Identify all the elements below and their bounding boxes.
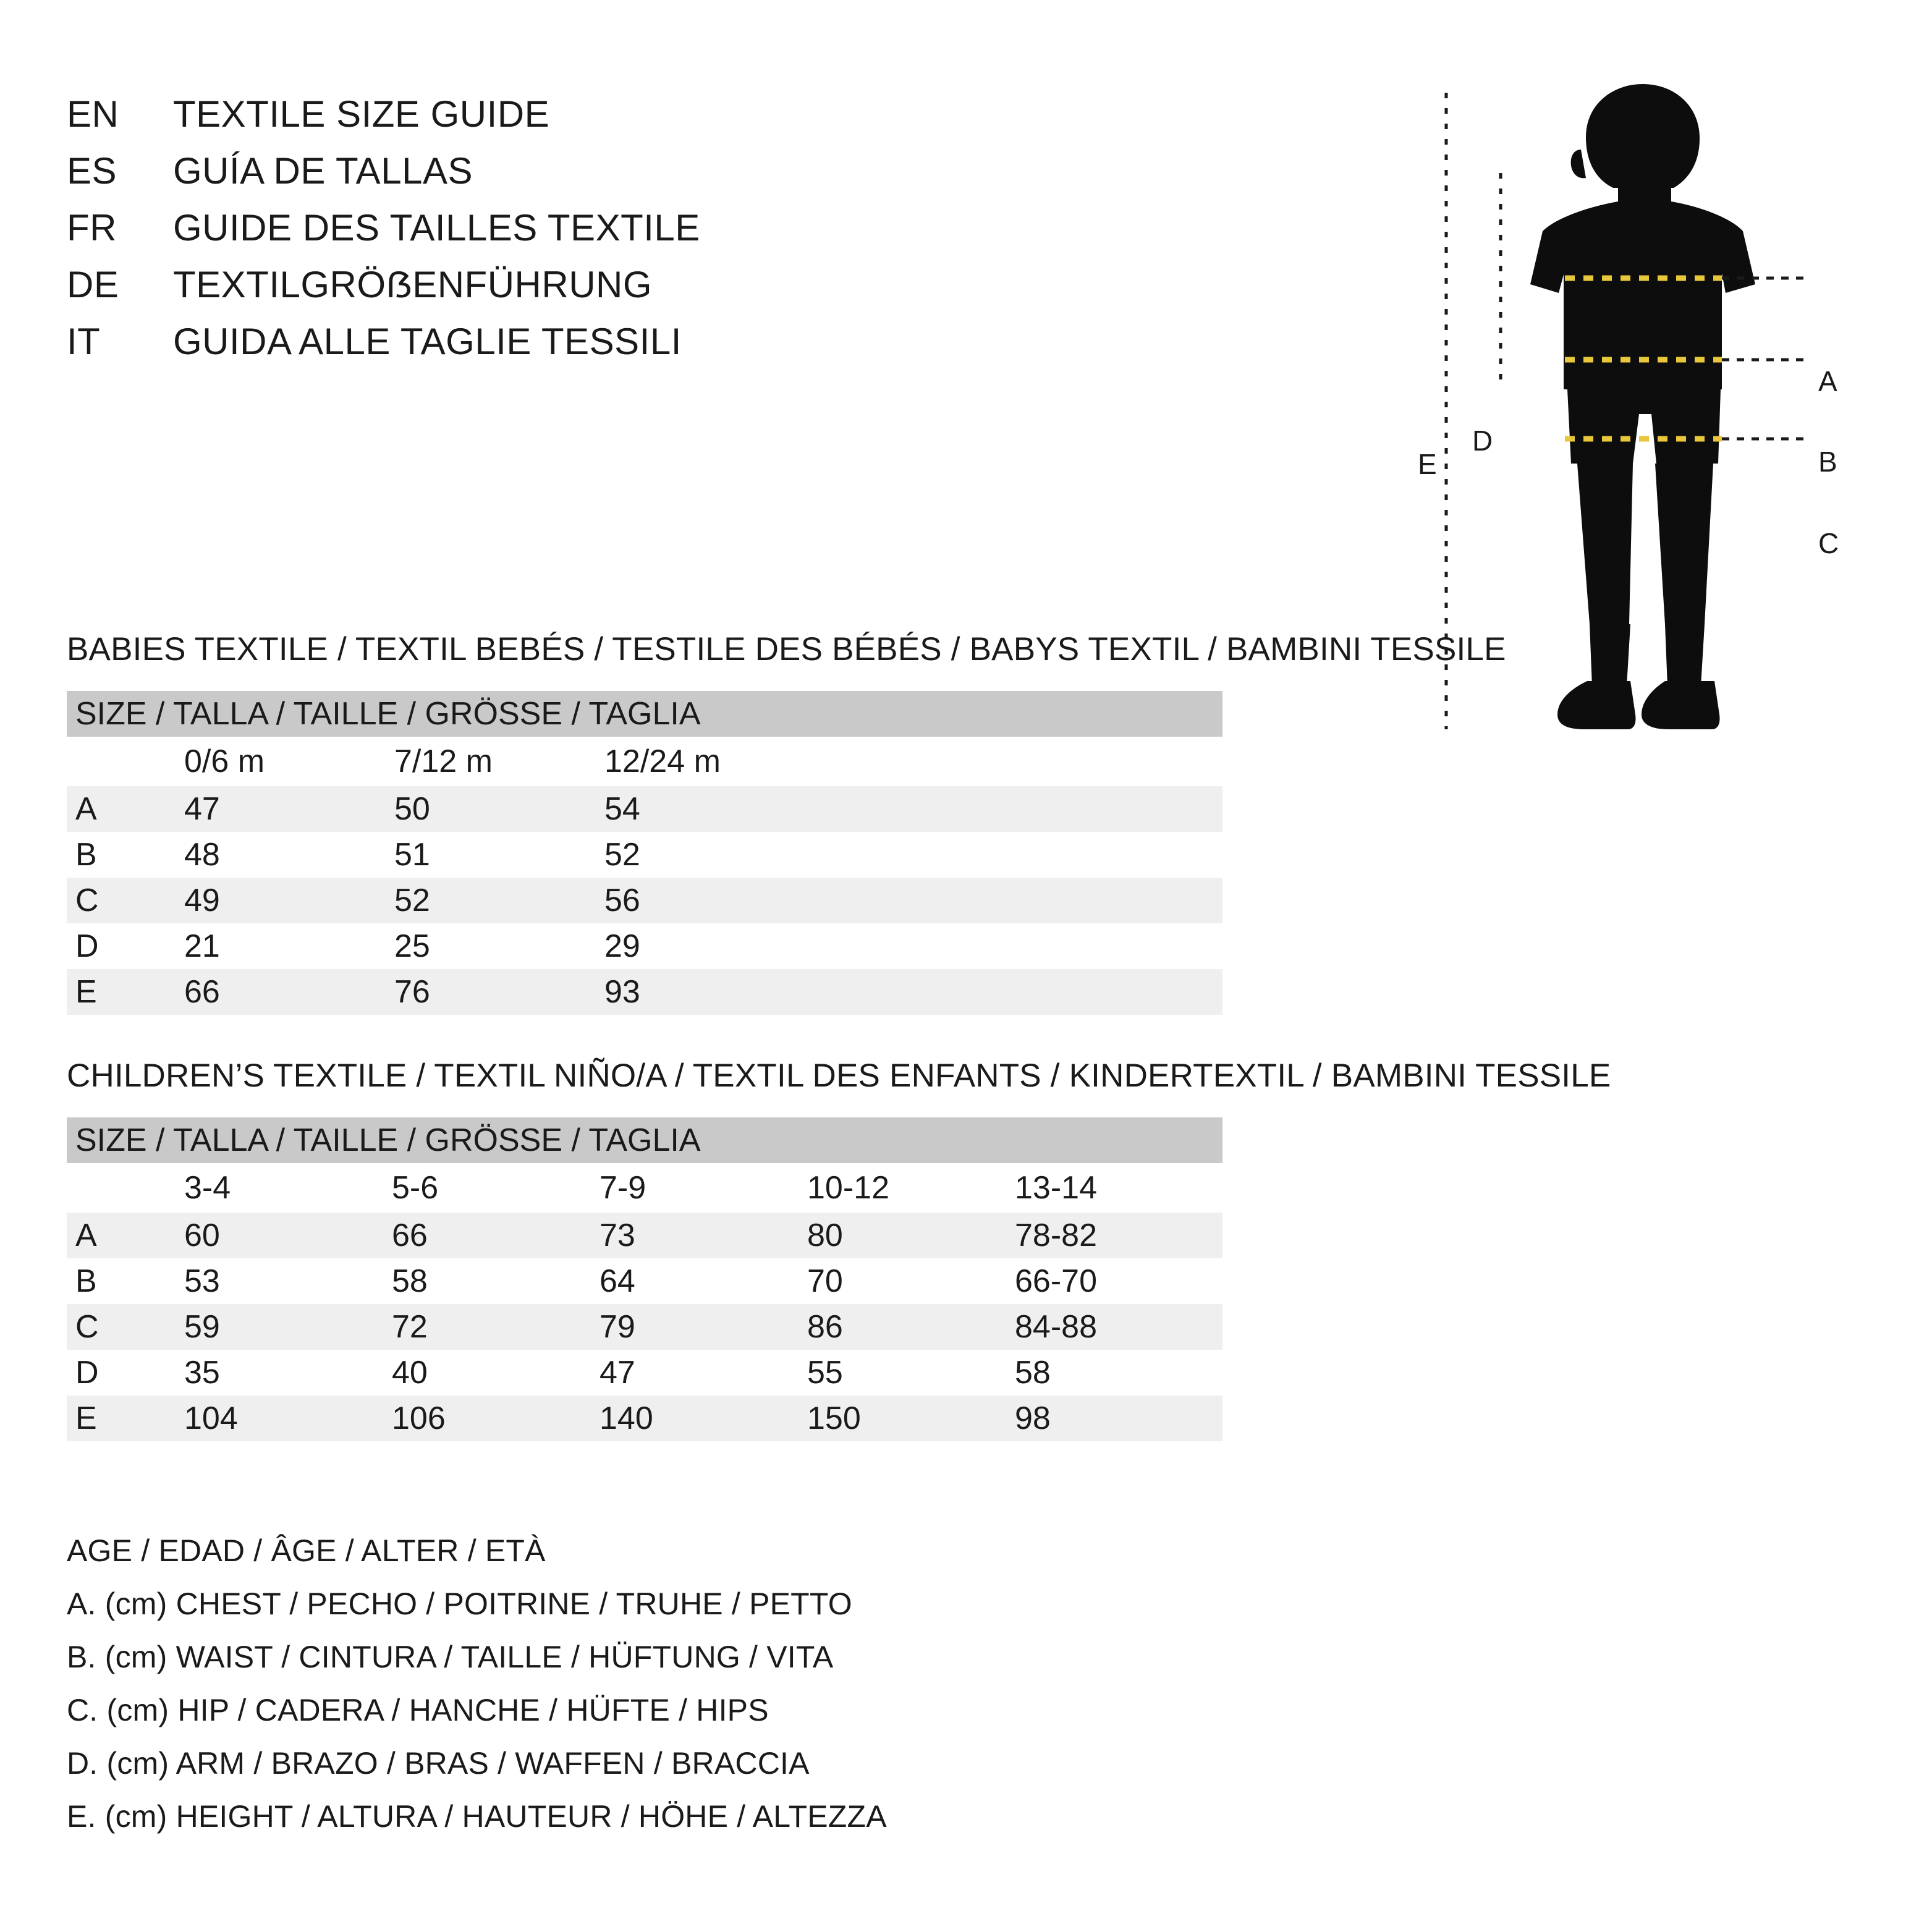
cell-value: 78-82	[1015, 1213, 1222, 1258]
table-row	[67, 1213, 1222, 1258]
language-title: TEXTILE SIZE GUIDE	[173, 93, 550, 135]
table-row	[67, 1304, 1222, 1350]
language-row	[67, 93, 994, 150]
children-section-heading: CHILDREN’S TEXTILE / TEXTIL NIÑO/A / TEXTIL DES ENFANTS / KINDERTEXTIL / BAMBINI TESSILE	[67, 1057, 1611, 1094]
figure-label-d: D	[1472, 425, 1493, 457]
row-label: E	[67, 969, 184, 1015]
legend-line: C. (cm) HIP / CADERA / HANCHE / HÜFTE / HIPS	[67, 1693, 769, 1727]
table-column-headers	[67, 737, 1222, 786]
cell-value: 64	[600, 1258, 807, 1304]
size-header-label: SIZE / TALLA / TAILLE / GRÖSSE / TAGLIA	[67, 1117, 1222, 1163]
cell-value: 25	[394, 923, 604, 969]
language-code: ES	[67, 150, 117, 192]
table-row	[67, 969, 1222, 1015]
language-row	[67, 263, 994, 320]
table-row	[67, 923, 1222, 969]
cell-value: 50	[394, 786, 604, 832]
column-header: 12/24 m	[604, 737, 1222, 786]
cell-value: 86	[807, 1304, 1015, 1350]
row-label: E	[67, 1396, 184, 1441]
cell-value: 47	[184, 786, 394, 832]
corner-cell	[67, 737, 184, 786]
cell-value: 66	[184, 969, 394, 1015]
cell-value: 84-88	[1015, 1304, 1222, 1350]
legend-line: D. (cm) ARM / BRAZO / BRAS / WAFFEN / BRACCIA	[67, 1746, 810, 1781]
row-label: A	[67, 1213, 184, 1258]
cell-value: 47	[600, 1350, 807, 1396]
table-row	[67, 1350, 1222, 1396]
measurement-legend	[67, 1533, 887, 1852]
language-code: DE	[67, 264, 119, 305]
figure-label-b: B	[1818, 446, 1837, 478]
cell-value: 58	[1015, 1350, 1222, 1396]
cell-value: 51	[394, 832, 604, 878]
cell-value: 60	[184, 1213, 392, 1258]
row-label: D	[67, 923, 184, 969]
column-header: 0/6 m	[184, 737, 394, 786]
cell-value: 29	[604, 923, 1222, 969]
cell-value: 79	[600, 1304, 807, 1350]
row-label: B	[67, 832, 184, 878]
silhouette-shape	[1530, 84, 1755, 729]
cell-value: 59	[184, 1304, 392, 1350]
legend-line: B. (cm) WAIST / CINTURA / TAILLE / HÜFTUNG / VITA	[67, 1640, 834, 1674]
cell-value: 80	[807, 1213, 1015, 1258]
cell-value: 52	[394, 878, 604, 923]
language-row	[67, 206, 994, 263]
column-header: 13-14	[1015, 1163, 1222, 1213]
figure-label-e: E	[1418, 448, 1437, 480]
cell-value: 106	[392, 1396, 600, 1441]
table-header-row	[67, 1117, 1222, 1163]
row-label: D	[67, 1350, 184, 1396]
language-code: IT	[67, 321, 101, 362]
children-size-table	[67, 1117, 1222, 1441]
table-column-headers	[67, 1163, 1222, 1213]
language-code: EN	[67, 93, 119, 135]
language-code: FR	[67, 207, 117, 248]
row-label: C	[67, 878, 184, 923]
cell-value: 54	[604, 786, 1222, 832]
cell-value: 93	[604, 969, 1222, 1015]
row-label: B	[67, 1258, 184, 1304]
cell-value: 35	[184, 1350, 392, 1396]
cell-value: 66-70	[1015, 1258, 1222, 1304]
cell-value: 98	[1015, 1396, 1222, 1441]
cell-value: 55	[807, 1350, 1015, 1396]
column-header: 10-12	[807, 1163, 1015, 1213]
table-row	[67, 1396, 1222, 1441]
babies-section-heading: BABIES TEXTILE / TEXTIL BEBÉS / TESTILE DES BÉBÉS / BABYS TEXTIL / BAMBINI TESSILE	[67, 631, 1506, 667]
language-row	[67, 150, 994, 206]
table-header-row	[67, 691, 1222, 737]
language-title: GUIDE DES TAILLES TEXTILE	[173, 207, 700, 248]
figure-label-c: C	[1818, 527, 1839, 559]
size-header-label: SIZE / TALLA / TAILLE / GRÖSSE / TAGLIA	[67, 691, 1222, 737]
babies-size-table	[67, 691, 1222, 1015]
cell-value: 21	[184, 923, 394, 969]
language-title: GUÍA DE TALLAS	[173, 150, 473, 192]
cell-value: 53	[184, 1258, 392, 1304]
cell-value: 70	[807, 1258, 1015, 1304]
cell-value: 49	[184, 878, 394, 923]
language-row	[67, 320, 994, 377]
table-row	[67, 878, 1222, 923]
cell-value: 52	[604, 832, 1222, 878]
cell-value: 40	[392, 1350, 600, 1396]
table-row	[67, 832, 1222, 878]
cell-value: 66	[392, 1213, 600, 1258]
figure-label-a: A	[1818, 365, 1837, 397]
cell-value: 150	[807, 1396, 1015, 1441]
cell-value: 48	[184, 832, 394, 878]
cell-value: 73	[600, 1213, 807, 1258]
cell-value: 72	[392, 1304, 600, 1350]
cell-value: 104	[184, 1396, 392, 1441]
cell-value: 76	[394, 969, 604, 1015]
language-title: GUIDA ALLE TAGLIE TESSILI	[173, 321, 682, 362]
cell-value: 56	[604, 878, 1222, 923]
column-header: 5-6	[392, 1163, 600, 1213]
row-label: A	[67, 786, 184, 832]
cell-value: 58	[392, 1258, 600, 1304]
language-title-list	[67, 93, 994, 377]
legend-line: E. (cm) HEIGHT / ALTURA / HAUTEUR / HÖHE / ALTEZZA	[67, 1799, 887, 1834]
legend-line: A. (cm) CHEST / PECHO / POITRINE / TRUHE / PETTO	[67, 1587, 852, 1621]
cell-value: 140	[600, 1396, 807, 1441]
corner-cell	[67, 1163, 184, 1213]
legend-line: AGE / EDAD / ÂGE / ALTER / ETÀ	[67, 1533, 546, 1568]
table-row	[67, 786, 1222, 832]
column-header: 7/12 m	[394, 737, 604, 786]
table-row	[67, 1258, 1222, 1304]
column-header: 7-9	[600, 1163, 807, 1213]
row-label: C	[67, 1304, 184, 1350]
language-title: TEXTILGRÖẞENFÜHRUNG	[173, 264, 653, 305]
column-header: 3-4	[184, 1163, 392, 1213]
